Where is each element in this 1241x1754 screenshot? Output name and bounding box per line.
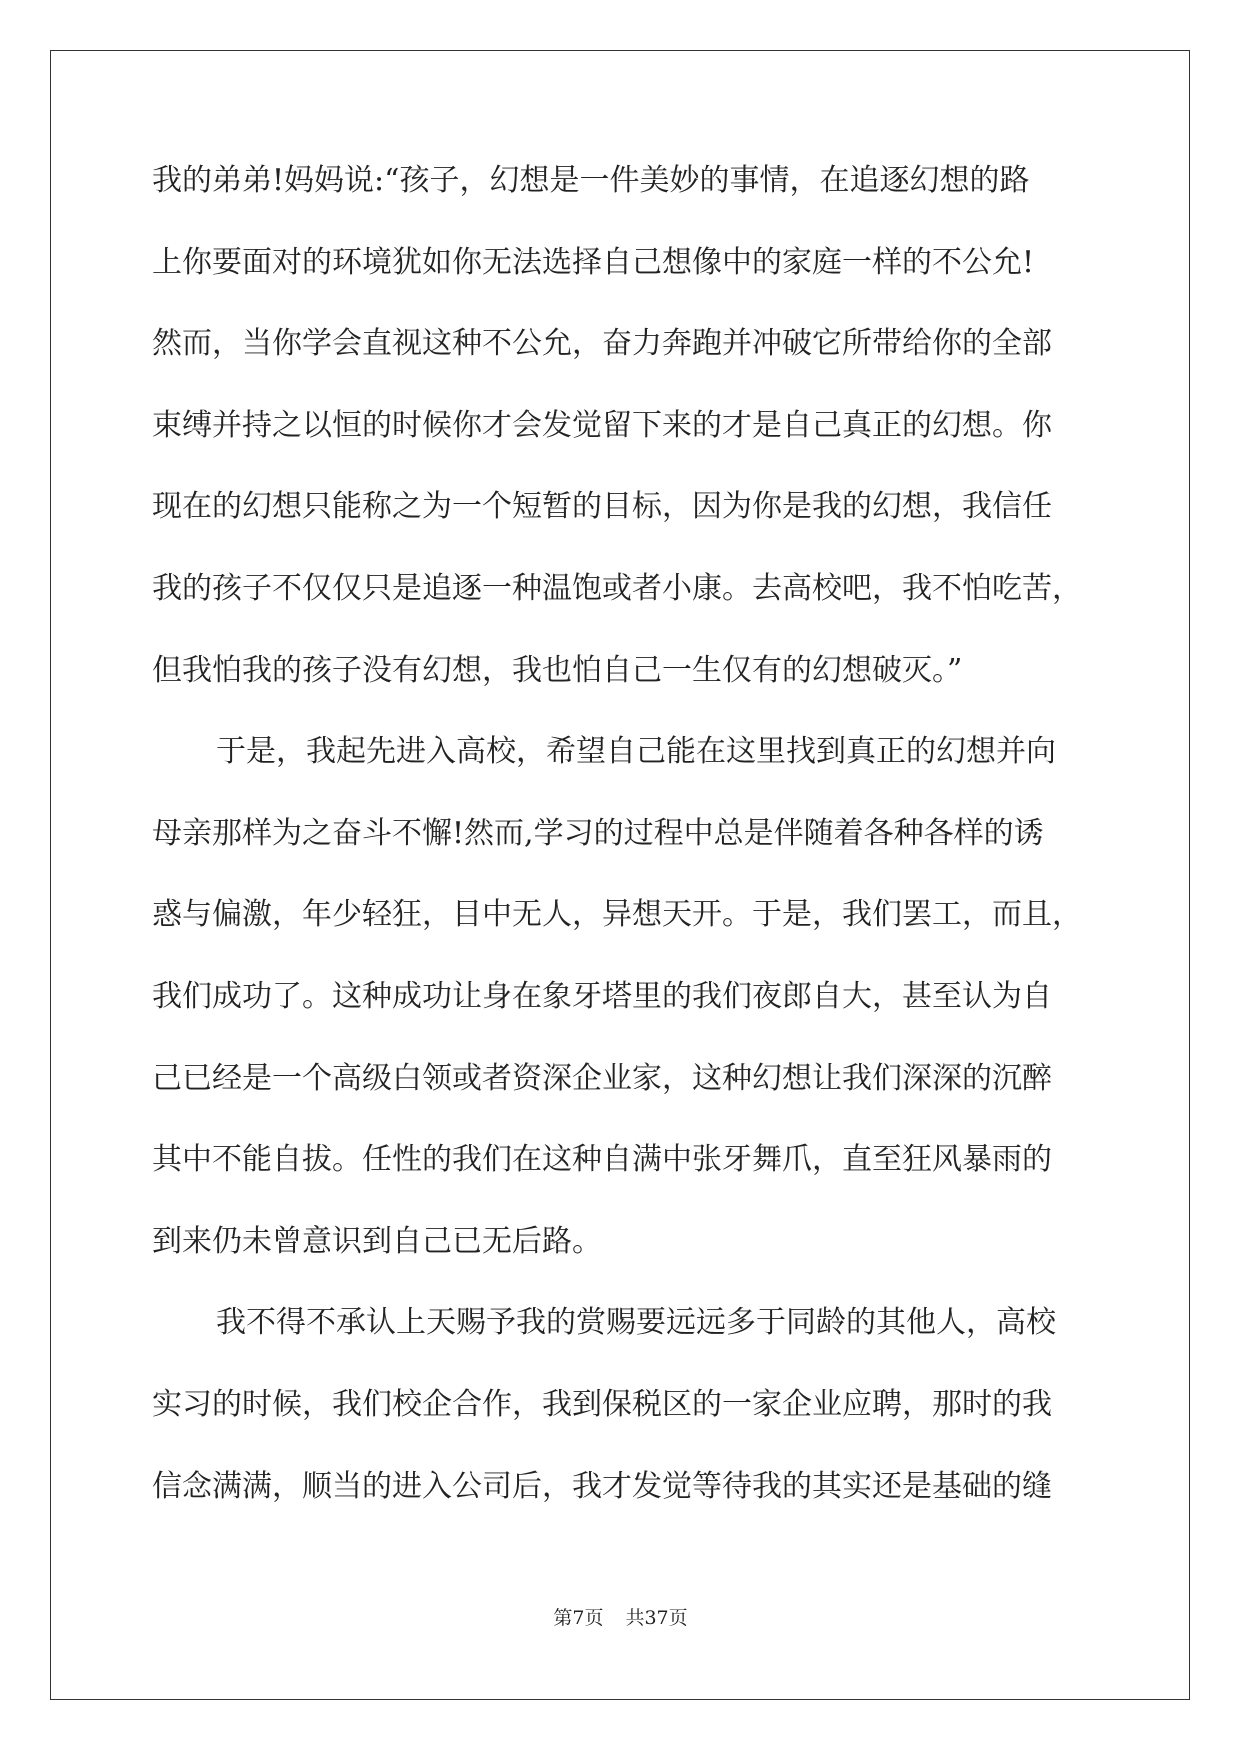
page-footer xyxy=(0,1603,1241,1630)
text-line: 我的孩子不仅仅只是追逐一种温饱或者小康。去高校吧，我不怕吃苦， xyxy=(152,570,1082,606)
text-line: 信念满满，顺当的进入公司后，我才发觉等待我的其实还是基础的缝 xyxy=(152,1468,1052,1504)
page-total: 共37页 xyxy=(625,1607,688,1629)
text-line: 到来仍未曾意识到自己已无后路。 xyxy=(152,1223,602,1259)
text-line: 然而，当你学会直视这种不公允，奋力奔跑并冲破它所带给你的全部 xyxy=(152,326,1052,362)
text-line: 母亲那样为之奋斗不懈!然而,学习的过程中总是伴随着各种各样的诱 xyxy=(152,815,1044,851)
text-line: 现在的幻想只能称之为一个短暂的目标，因为你是我的幻想，我信任 xyxy=(152,489,1052,525)
page-number: 第7页 xyxy=(553,1607,604,1629)
text-line: 束缚并持之以恒的时候你才会发觉留下来的才是自己真正的幻想。你 xyxy=(152,407,1052,443)
text-line: 于是，我起先进入高校，希望自己能在这里找到真正的幻想并向 xyxy=(216,734,1056,770)
text-line: 实习的时候，我们校企合作，我到保税区的一家企业应聘，那时的我 xyxy=(152,1386,1052,1422)
text-line: 我不得不承认上天赐予我的赏赐要远远多于同龄的其他人，高校 xyxy=(216,1305,1056,1341)
text-line: 惑与偏激，年少轻狂，目中无人，异想天开。于是，我们罢工，而且， xyxy=(152,897,1082,933)
text-line: 上你要面对的环境犹如你无法选择自己想像中的家庭一样的不公允! xyxy=(152,244,1035,280)
text-line: 其中不能自拔。任性的我们在这种自满中张牙舞爪，直至狂风暴雨的 xyxy=(152,1142,1052,1178)
document-body xyxy=(152,162,1082,1549)
text-line: 我们成功了。这种成功让身在象牙塔里的我们夜郎自大，甚至认为自 xyxy=(152,978,1052,1014)
text-line: 但我怕我的孩子没有幻想，我也怕自己一生仅有的幻想破灭。” xyxy=(152,652,963,688)
text-line: 我的弟弟!妈妈说:“孩子，幻想是一件美妙的事情，在追逐幻想的路 xyxy=(152,163,1030,198)
text-line: 己已经是一个高级白领或者资深企业家，这种幻想让我们深深的沉醉 xyxy=(152,1060,1052,1096)
